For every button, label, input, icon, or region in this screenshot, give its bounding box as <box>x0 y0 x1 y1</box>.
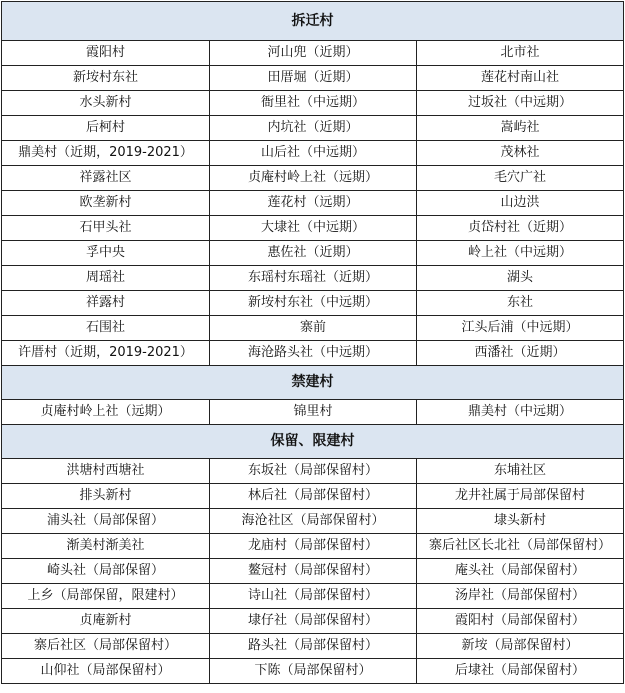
table-row <box>2 400 624 425</box>
table-cell: 新垵村东社（中远期） <box>210 291 417 316</box>
table-row <box>2 559 624 584</box>
table-cell: 排头新村 <box>2 484 210 509</box>
table-row <box>2 266 624 291</box>
table-cell: 茂林社 <box>417 141 624 166</box>
table-cell: 过坂社（中远期） <box>417 91 624 116</box>
table-cell: 石围社 <box>2 316 210 341</box>
table-cell: 东社 <box>417 291 624 316</box>
table-cell: 江头后浦（中远期） <box>417 316 624 341</box>
table-cell: 鼎美村（近期，2019-2021） <box>2 141 210 166</box>
table-cell: 林后社（局部保留村） <box>210 484 417 509</box>
table-row <box>2 241 624 266</box>
section-header-row <box>2 366 624 400</box>
table-cell: 路头社（局部保留村） <box>210 634 417 659</box>
table-cell: 许厝村（近期，2019-2021） <box>2 341 210 366</box>
table-row <box>2 659 624 684</box>
table-cell: 海沧路头社（中远期） <box>210 341 417 366</box>
table-cell: 寨后社区（局部保留村） <box>2 634 210 659</box>
table-row <box>2 141 624 166</box>
table-cell: 寨前 <box>210 316 417 341</box>
table-cell: 莲花村南山社 <box>417 66 624 91</box>
table-cell: 惠佐社（近期） <box>210 241 417 266</box>
table-cell: 汤岸社（局部保留村） <box>417 584 624 609</box>
table-row <box>2 609 624 634</box>
table-cell: 庵头社（局部保留村） <box>417 559 624 584</box>
table-cell: 山仰社（局部保留村） <box>2 659 210 684</box>
table-cell: 贞庵村岭上社（远期） <box>210 166 417 191</box>
table-cell: 水头新村 <box>2 91 210 116</box>
table-cell: 埭头新村 <box>417 509 624 534</box>
table-cell: 毛穴广社 <box>417 166 624 191</box>
table-cell: 鼎美村（中远期） <box>417 400 624 425</box>
table-row <box>2 484 624 509</box>
table-cell: 石甲头社 <box>2 216 210 241</box>
table-cell: 田厝堀（近期） <box>210 66 417 91</box>
table-cell: 山边洪 <box>417 191 624 216</box>
table-cell: 北市社 <box>417 41 624 66</box>
table-cell: 贞庵村岭上社（远期） <box>2 400 210 425</box>
table-cell: 祥露社区 <box>2 166 210 191</box>
table-cell: 浦头社（局部保留） <box>2 509 210 534</box>
table-cell: 埭仔社（局部保留村） <box>210 609 417 634</box>
table-cell: 上乡（局部保留，限建村） <box>2 584 210 609</box>
table-cell: 贞庵新村 <box>2 609 210 634</box>
section-title: 禁建村 <box>2 366 624 400</box>
table-row <box>2 341 624 366</box>
section-header-row <box>2 425 624 459</box>
table-row <box>2 116 624 141</box>
table-row <box>2 216 624 241</box>
table-row <box>2 459 624 484</box>
table-cell: 锦里村 <box>210 400 417 425</box>
table-cell: 新垵村东社 <box>2 66 210 91</box>
table-cell: 岭上社（中远期） <box>417 241 624 266</box>
table-cell: 鳌冠村（局部保留村） <box>210 559 417 584</box>
table-cell: 渐美村渐美社 <box>2 534 210 559</box>
table-row <box>2 509 624 534</box>
table-cell: 西潘社（近期） <box>417 341 624 366</box>
table-cell: 下陈（局部保留村） <box>210 659 417 684</box>
table-row <box>2 316 624 341</box>
section-header-row <box>2 2 624 41</box>
table-row <box>2 534 624 559</box>
village-table <box>1 1 624 684</box>
table-row <box>2 166 624 191</box>
table-cell: 河山兜（近期） <box>210 41 417 66</box>
table-cell: 祥露村 <box>2 291 210 316</box>
table-cell: 龙庙村（局部保留村） <box>210 534 417 559</box>
table-cell: 衙里社（中远期） <box>210 91 417 116</box>
table-cell: 寨后社区长北社（局部保留村） <box>417 534 624 559</box>
section-title: 拆迁村 <box>2 2 624 41</box>
table-cell: 崎头社（局部保留） <box>2 559 210 584</box>
table-cell: 欧垄新村 <box>2 191 210 216</box>
table-row <box>2 634 624 659</box>
table-cell: 新垵（局部保留村） <box>417 634 624 659</box>
table-cell: 龙井社属于局部保留村 <box>417 484 624 509</box>
table-row <box>2 41 624 66</box>
table-cell: 后柯村 <box>2 116 210 141</box>
table-row <box>2 191 624 216</box>
table-cell: 东坂社（局部保留村） <box>210 459 417 484</box>
table-row <box>2 584 624 609</box>
table-cell: 莲花村（远期） <box>210 191 417 216</box>
table-cell: 贞岱村社（近期） <box>417 216 624 241</box>
table-cell: 内坑社（近期） <box>210 116 417 141</box>
table-cell: 海沧社区（局部保留村） <box>210 509 417 534</box>
table-cell: 霞阳村（局部保留村） <box>417 609 624 634</box>
section-title: 保留、限建村 <box>2 425 624 459</box>
table-cell: 大埭社（中远期） <box>210 216 417 241</box>
table-row <box>2 291 624 316</box>
table-cell: 孚中央 <box>2 241 210 266</box>
table-cell: 东埔社区 <box>417 459 624 484</box>
table-cell: 东瑶村东瑶社（近期） <box>210 266 417 291</box>
table-cell: 霞阳村 <box>2 41 210 66</box>
table-row <box>2 91 624 116</box>
table-cell: 山后社（中远期） <box>210 141 417 166</box>
table-cell: 湖头 <box>417 266 624 291</box>
table-cell: 诗山社（局部保留村） <box>210 584 417 609</box>
table-cell: 周瑶社 <box>2 266 210 291</box>
table-cell: 后埭社（局部保留村） <box>417 659 624 684</box>
table-cell: 嵩屿社 <box>417 116 624 141</box>
table-row <box>2 66 624 91</box>
table-cell: 洪塘村西塘社 <box>2 459 210 484</box>
relocation-table-container <box>1 1 623 684</box>
